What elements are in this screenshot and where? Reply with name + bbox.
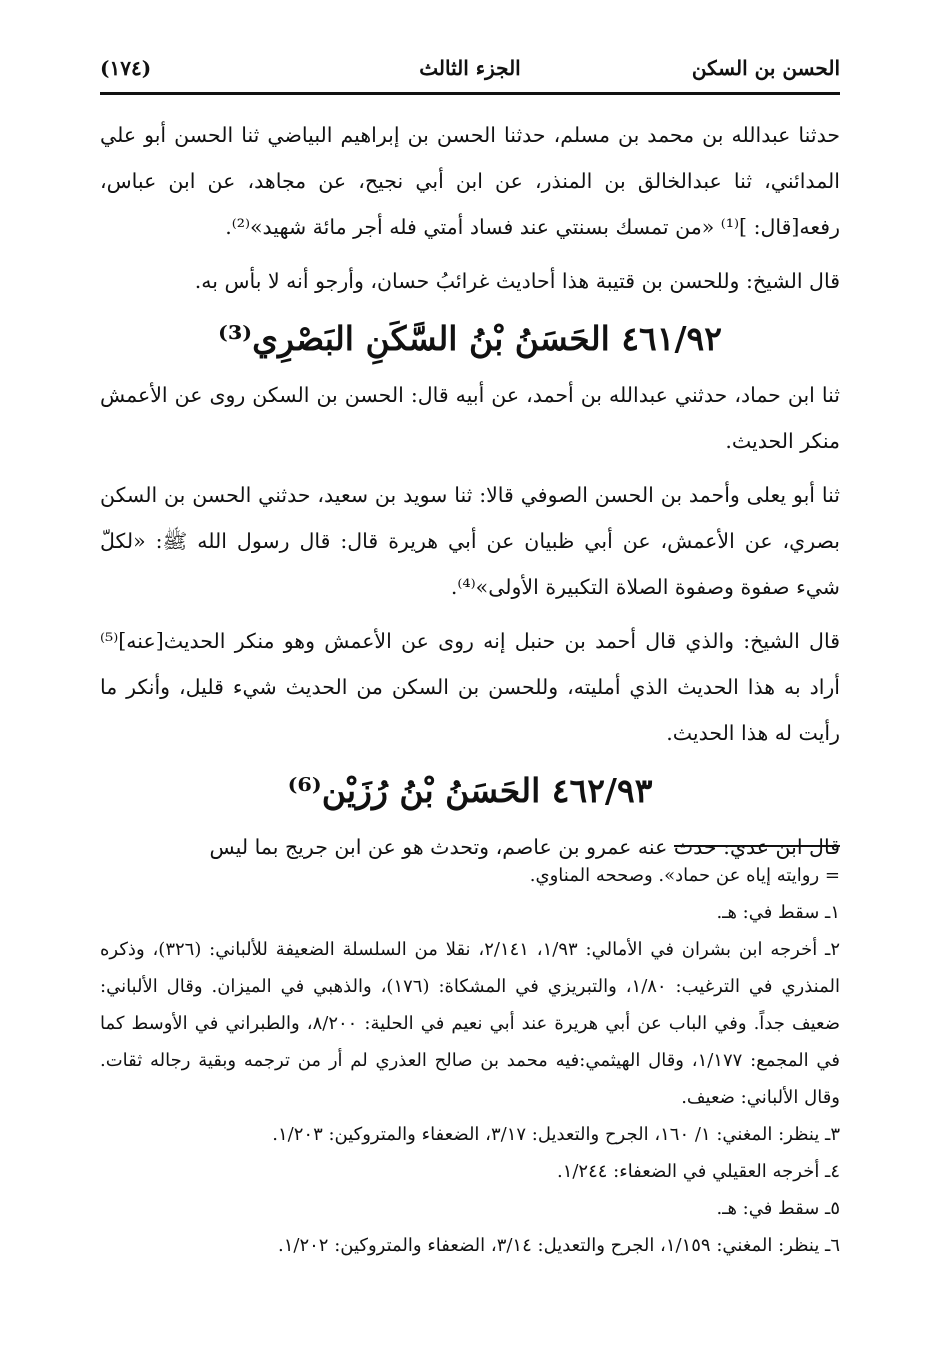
footnote-6: ٦ـ ينظر: المغني: ١/١٥٩، الجرح والتعديل: ٣/١٤، الضعفاء والمتروكين: ١/٢٠٢.: [278, 1235, 840, 1256]
running-header: [100, 46, 840, 95]
footnote-5: ٥ـ سقط في: هـ.: [716, 1198, 840, 1219]
footnote-separator: [674, 845, 840, 847]
main-text: [100, 112, 840, 878]
entry-title-461: ٤٦١/٩٢ الحَسَنُ بْنُ السَّكَنِ البَصْرِي⁽³⁾: [217, 319, 723, 358]
footnote-4: ٤ـ أخرجه العقيلي في الضعفاء: ١/٢٤٤.: [556, 1161, 840, 1182]
paragraph-sheikh-comment-2: قال الشيخ: والذي قال أحمد بن حنبل إنه روى عن الأعمش وهو منكر الحديث[عنه]⁽⁵⁾ أراد به هذا الحديث الذي أمليته، وللحسن بن السكن من الحديث شيء قليل، وأنكر ما رأيت له هذا الحديث.: [100, 629, 840, 745]
paragraph-entry-462-1: قال ابن عدي: حدث عنه عمرو بن عاصم، وتحدث هو عن ابن جريج بما ليس: [209, 835, 840, 859]
paragraph-entry-461-2: ثنا أبو يعلى وأحمد بن الحسن الصوفي قالا: ثنا سويد بن سعيد، حدثني الحسن بن السكن بصري، عن الأعمش، عن أبي ظبيان عن أبي هريرة قال: قال رسول الله ﷺ: «لكلّ شيء صفوة وصفوة الصلاة التكبيرة الأولى»⁽⁴⁾.: [100, 483, 840, 599]
footnote-3: ٣ـ ينظر: المغني: ١/ ١٦٠، الجرح والتعديل: ٣/١٧، الضعفاء والمتروكين: ١/٢٠٣.: [272, 1124, 840, 1145]
entry-running-title: الحسن بن السكن: [691, 56, 840, 80]
footnote-2: ٢ـ أخرجه ابن بشران في الأمالي: ١/٩٣، ٢/١٤١، نقلا من السلسلة الضعيفة للألباني: (٣٢٦)، وذكره المنذري في الترغيب: ١/٨٠، والتبريزي في المشكاة: (١٧٦)، والذهبي في الميزان. وقال الألباني: ضعيف جداً. وفي الباب عن أبي هريرة عند أبي نعيم في الحلية: ٨/٢٠٠، والطبراني في الأوسط كما في المجمع: ١/١٧٧، وقال الهيثمي:فيه محمد بن صالح العذري لم أر من ترجمه وبقية رجاله ثقات. وقال الألباني: ضعيف.: [100, 939, 840, 1108]
footnote-1: ١ـ سقط في: هـ.: [716, 902, 840, 923]
footnote-continuation: = روايته إياه عن حماد». وصححه المناوي.: [529, 865, 840, 886]
paragraph-sheikh-comment-1: قال الشيخ: وللحسن بن قتيبة هذا أحاديث غرائبُ حسان، وأرجو أنه لا بأس به.: [194, 269, 840, 293]
paragraph-entry-461-1: ثنا ابن حماد، حدثني عبدالله بن أحمد، عن أبيه قال: الحسن بن السكن روى عن الأعمش منكر الحديث.: [100, 383, 840, 453]
paragraph-hadith-1: حدثنا عبدالله بن محمد بن مسلم، حدثنا الحسن بن إبراهيم البياضي ثنا الحسن أبو علي المدائني، ثنا عبدالخالق بن المنذر، عن ابن أبي نجيح، عن مجاهد، عن ابن عباس، رفعه[قال: ]⁽¹⁾ «من تمسك بسنتي عند فساد أمتي فله أجر مائة شهيد»⁽²⁾.: [100, 123, 840, 239]
volume-title: الجزء الثالث: [419, 56, 521, 80]
entry-title-462: ٤٦٢/٩٣ الحَسَنُ بْنُ رُزَيْن⁽⁶⁾: [287, 771, 653, 810]
footnotes: [100, 857, 840, 1264]
page-number: (١٧٤): [100, 56, 152, 80]
